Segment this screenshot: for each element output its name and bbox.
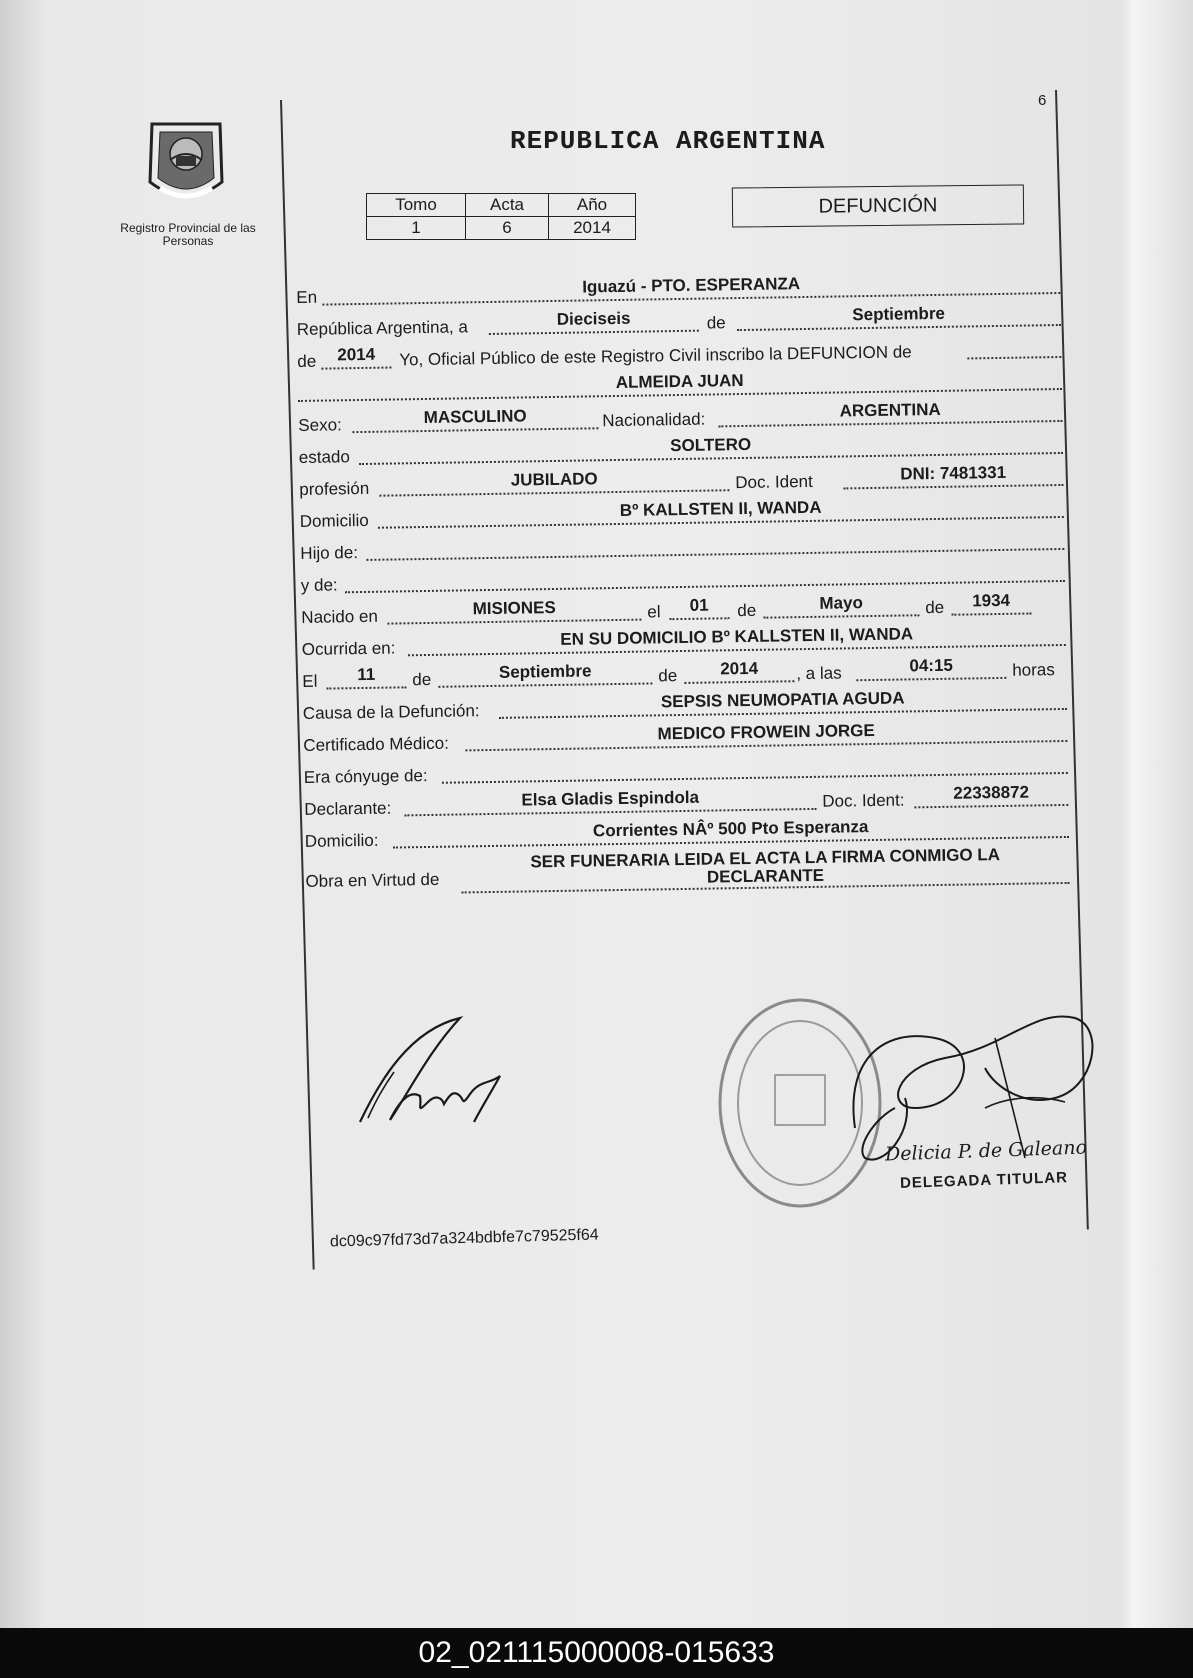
row-domicilio-declarante: Domicilio: Corrientes NÂº 500 Pto Esperanza xyxy=(305,810,1085,854)
value-mes: Septiembre xyxy=(852,303,946,325)
registry-name: Registro Provincial de las Personas xyxy=(120,221,256,248)
value-dia: Dieciseis xyxy=(556,308,631,329)
row-ocurrida: Ocurrida en: EN SU DOMICILIO Bº KALLSTEN II, WANDA xyxy=(302,618,1082,662)
value-declarante: Elsa Gladis Espindola xyxy=(521,787,700,810)
value-anio: 2014 xyxy=(337,344,376,365)
tomo-value: 1 xyxy=(367,217,466,240)
row-declarante: Declarante: Elsa Gladis Espindola Doc. Ident: 22338872 xyxy=(304,778,1084,822)
value-lugar: Iguazú - PTO. ESPERANZA xyxy=(582,274,801,297)
value-def-anio: 2014 xyxy=(720,658,759,679)
page-number: 6 xyxy=(1038,92,1047,109)
value-nac-mes: Mayo xyxy=(819,593,864,613)
row-fecha-defuncion: El 11 de Septiembre de 2014 , a las 04:15 horas xyxy=(302,655,1055,691)
registrar-signature xyxy=(350,1010,520,1140)
acta-value: 6 xyxy=(466,217,549,240)
anio-value: 2014 xyxy=(549,217,636,240)
value-nacionalidad: ARGENTINA xyxy=(839,399,941,421)
row-hijo-de: Hijo de: xyxy=(300,522,1080,566)
value-estado: SOLTERO xyxy=(670,434,752,456)
value-nac-dia: 01 xyxy=(689,595,709,615)
row-fecha-inscripcion: República Argentina, a Dieciseis de Septiembre xyxy=(297,298,1077,342)
file-id-footer: 02_021115000008-015633 xyxy=(0,1628,1193,1678)
value-sexo: MASCULINO xyxy=(423,406,527,428)
value-hora: 04:15 xyxy=(909,655,954,676)
row-certificado: Certificado Médico: MEDICO FROWEIN JORGE xyxy=(303,714,1083,758)
value-def-dia: 11 xyxy=(357,664,376,685)
value-nombre: ALMEIDA JUAN xyxy=(615,370,744,392)
value-declarante-doc: 22338872 xyxy=(953,782,1030,803)
row-y-de: y de: xyxy=(301,554,1081,598)
value-nac-anio: 1934 xyxy=(972,590,1011,611)
document-hash: dc09c97fd73d7a324bdbfe7c79525f64 xyxy=(329,1226,599,1251)
row-obra: Obra en Virtud de SER FUNERARIA LEIDA EL ACTA LA FIRMA CONMIGO LA DECLARANTE xyxy=(305,842,1086,900)
value-certificado: MEDICO FROWEIN JORGE xyxy=(657,720,875,744)
value-domicilio: Bº KALLSTEN II, WANDA xyxy=(619,497,822,520)
row-causa: Causa de la Defunción: SEPSIS NEUMOPATIA AGUDA xyxy=(303,682,1083,726)
row-nacimiento: Nacido en MISIONES el 01 de Mayo de 1934 xyxy=(301,586,1081,630)
row-sexo: Sexo: MASCULINO Nacionalidad: ARGENTINA xyxy=(298,394,1078,438)
row-estado: estado SOLTERO xyxy=(299,426,1079,470)
value-def-mes: Septiembre xyxy=(498,661,592,682)
value-doc: DNI: 7481331 xyxy=(900,462,1007,484)
row-conyuge: Era cónyuge de: xyxy=(304,746,1084,790)
tomo-header: Tomo xyxy=(367,194,466,217)
province-seal-logo xyxy=(140,112,232,212)
label-en: En xyxy=(296,287,318,307)
row-profesion: profesión JUBILADO Doc. Ident DNI: 7481331 xyxy=(299,458,1079,502)
value-declarante-domicilio: Corrientes NÂº 500 Pto Esperanza xyxy=(592,817,869,841)
row-domicilio: Domicilio Bº KALLSTEN II, WANDA xyxy=(300,490,1080,534)
value-obra-1: SER FUNERARIA LEIDA EL ACTA LA FIRMA CONMIGO LA xyxy=(530,845,1001,872)
registration-table xyxy=(366,193,636,240)
acta-header: Acta xyxy=(466,194,549,217)
anio-header: Año xyxy=(549,194,636,217)
officer-name: Delicia P. de Galeano xyxy=(884,1136,1088,1166)
value-profesion: JUBILADO xyxy=(510,469,598,490)
value-nacido-en: MISIONES xyxy=(472,597,556,619)
value-causa: SEPSIS NEUMOPATIA AGUDA xyxy=(660,688,905,712)
row-anio: de 2014 Yo, Oficial Público de este Registro Civil inscribo la DEFUNCION de xyxy=(297,330,1077,374)
officer-title: DELEGADA TITULAR xyxy=(899,1169,1069,1192)
value-ocurrida: EN SU DOMICILIO Bº KALLSTEN II, WANDA xyxy=(560,624,914,649)
death-record-form xyxy=(296,266,1086,900)
value-obra-2: DECLARANTE xyxy=(706,865,825,887)
document-title: REPUBLICA ARGENTINA xyxy=(510,126,826,156)
record-type-box: DEFUNCIÓN xyxy=(732,184,1024,227)
